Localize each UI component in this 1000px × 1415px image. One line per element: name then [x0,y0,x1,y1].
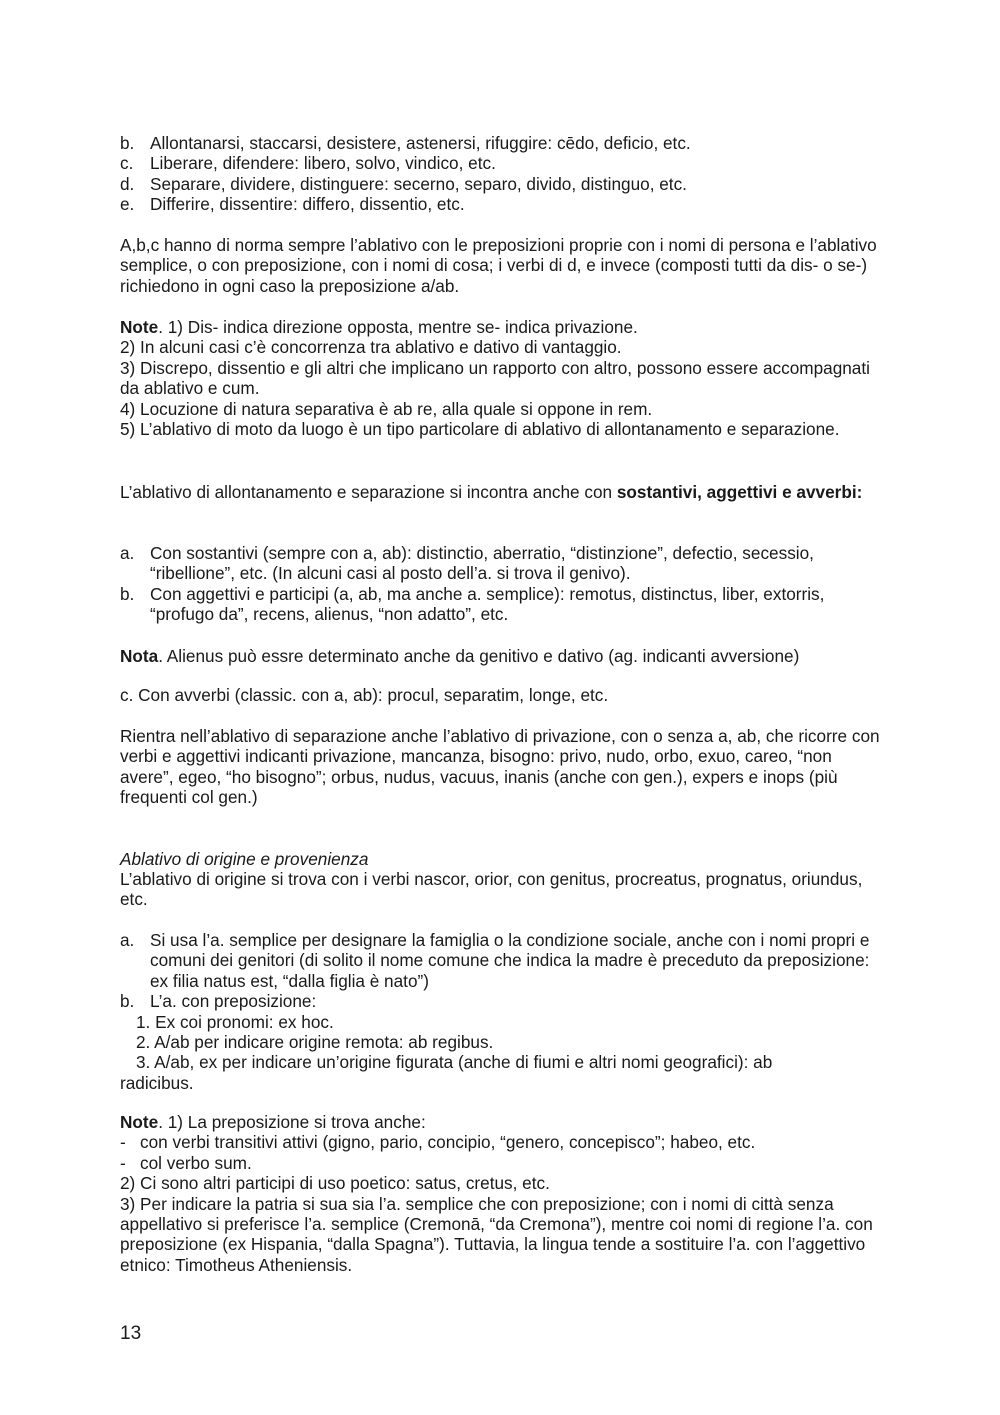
sublist [120,1012,890,1073]
nota-paragraph: Nota. Alienus può essre determinato anche da genitivo e dativo (ag. indicanti avversione) [120,646,800,666]
list-item: a. Si usa l’a. semplice per designare la famiglia o la condizione sociale, anche con i nomi propri e comuni dei genitori (di solito il nome comune che indica la madre è preceduto da preposizione: ex filia natus est, “dalla figlia è nato”) [120,930,870,991]
page-number: 13 [120,1323,142,1344]
separation-verbs-list [120,133,890,215]
paragraph: c. Con avverbi (classic. con a, ab): procul, separatim, longe, etc. [120,685,609,705]
substantive-adjective-list [120,543,890,625]
sublist-item: 2. A/ab per indicare origine remota: ab regibus. [136,1032,494,1053]
bold-phrase: sostantivi, aggettivi e avverbi: [616,482,863,502]
note-line: 3) Per indicare la patria si sua sia l’a. semplice che con preposizione; con i nomi di città senza appellativo si preferisce l’a. semplice (Cremonā, “da Cremona”), mentre coi nomi di regione l’a. con preposizione (ex Hispania, “dalla Spagna”). Tuttavia, la lingua tende a sostituire l’a. con l’aggettivo etnico: Timotheus Atheniensis. [120,1193,873,1275]
list-item: a. Con sostantivi (sempre con a, ab): distinctio, aberratio, “distinzione”, defectio, secessio, “ribellione”, etc. (In alcuni casi al posto dell’a. si trova il genivo). [120,543,814,584]
list-item: c. Liberare, difendere: libero, solvo, vindico, etc. [120,153,496,174]
sublist-item: 3. A/ab, ex per indicare un’origine figurata (anche di fiumi e altri nomi geografici): ab [136,1052,773,1073]
note-line: 5) L’ablativo di moto da luogo è un tipo particolare di ablativo di allontanamento e separazione. [120,419,840,440]
sublist-continuation: radicibus. [120,1072,194,1093]
note-line: 2) Ci sono altri participi di uso poetico: satus, cretus, etc. [120,1173,550,1194]
note-line: 4) Locuzione di natura separativa è ab re, alla quale si oppone in rem. [120,398,653,419]
paragraph: A,b,c hanno di norma sempre l’ablativo con le preposizioni proprie con i nomi di persona e l’ablativo semplice, o con preposizione, con i nomi di cosa; i verbi di d, e invece (composti tutti da dis- o se-) richiedono in ogni caso la preposizione a/ab. [120,235,877,296]
origin-list [120,930,890,1093]
section-heading: Ablativo di origine e provenienza [120,849,369,869]
paragraph: L’ablativo di allontanamento e separazione si incontra anche con sostantivi, aggettivi e avverbi: [120,482,863,502]
list-item: b. Con aggettivi e participi (a, ab, ma anche a. semplice): remotus, distinctus, liber, extorris, “profugo da”, recens, alienus, “non adatto”, etc. [120,583,825,625]
list-item: e. Differire, dissentire: differo, dissentio, etc. [120,194,465,215]
list-item: d. Separare, dividere, distinguere: secerno, separo, divido, distinguo, etc. [120,173,687,194]
nota-label: Nota [120,646,159,666]
dash-item: - con verbi transitivi attivi (gigno, pario, concipio, “genero, concepisco”; habeo, etc. [120,1132,756,1153]
dash-item: - col verbo sum. [120,1152,252,1173]
note-label: Note [120,1112,159,1132]
list-item: b. Allontanarsi, staccarsi, desistere, astenersi, rifuggire: cēdo, deficio, etc. [120,133,691,153]
note-line: 3) Discrepo, dissentio e gli altri che implicano un rapporto con altro, possono essere accompagnati da ablativo e cum. [120,357,870,399]
paragraph: L’ablativo di origine si trova con i verbi nascor, orior, con genitus, procreatus, prognatus, oriundus, etc. [120,869,863,910]
note-line: 2) In alcuni casi c’è concorrenza tra ablativo e dativo di vantaggio. [120,337,622,358]
sublist-item: 1. Ex coi pronomi: ex hoc. [136,1011,334,1032]
note-block: Note. 1) La preposizione si trova anche: - con verbi transitivi attivi (gigno, pario, concipio, “genero, concepisco”; habeo, etc. - col verbo sum. 2) Ci sono altri participi di uso poetico: satus, cretus, etc. 3) Per indicare la patria si sua sia l’a. semplice che con preposizione; con i nomi di città senza appellativo si preferisce l’a. semplice (Cremonā, “da Cremona”), mentre coi nomi di regione l’a. con preposizione (ex Hispania, “dalla Spagna”). Tuttavia, la lingua tende a sostituire l’a. con l’aggettivo etnico: Timotheus Atheniensis. [120,1112,890,1275]
list-item: b. L’a. con preposizione: [120,991,317,1012]
paragraph: Rientra nell’ablativo di separazione anche l’ablativo di privazione, con o senza a, ab, che ricorre con verbi e aggettivi indicanti privazione, mancanza, bisogno: privo, nudo, orbo, exuo, careo, “non avere”, egeo, “ho bisogno”; orbus, nudus, vacuus, inanis (anche con gen.), expers e inops (più frequenti col gen.) [120,726,880,808]
note-block: Note. 1) Dis- indica direzione opposta, mentre se- indica privazione. 2) In alcuni casi c’è concorrenza tra ablativo e dativo di vantaggio. 3) Discrepo, dissentio e gli altri che implicano un rapporto con altro, possono essere accompagnati da ablativo e cum. 4) Locuzione di natura separativa è ab re, alla quale si oppone in rem. 5) L’ablativo di moto da luogo è un tipo particolare di ablativo di allontanamento e separazione. [120,317,890,439]
note-label: Note [120,317,159,337]
